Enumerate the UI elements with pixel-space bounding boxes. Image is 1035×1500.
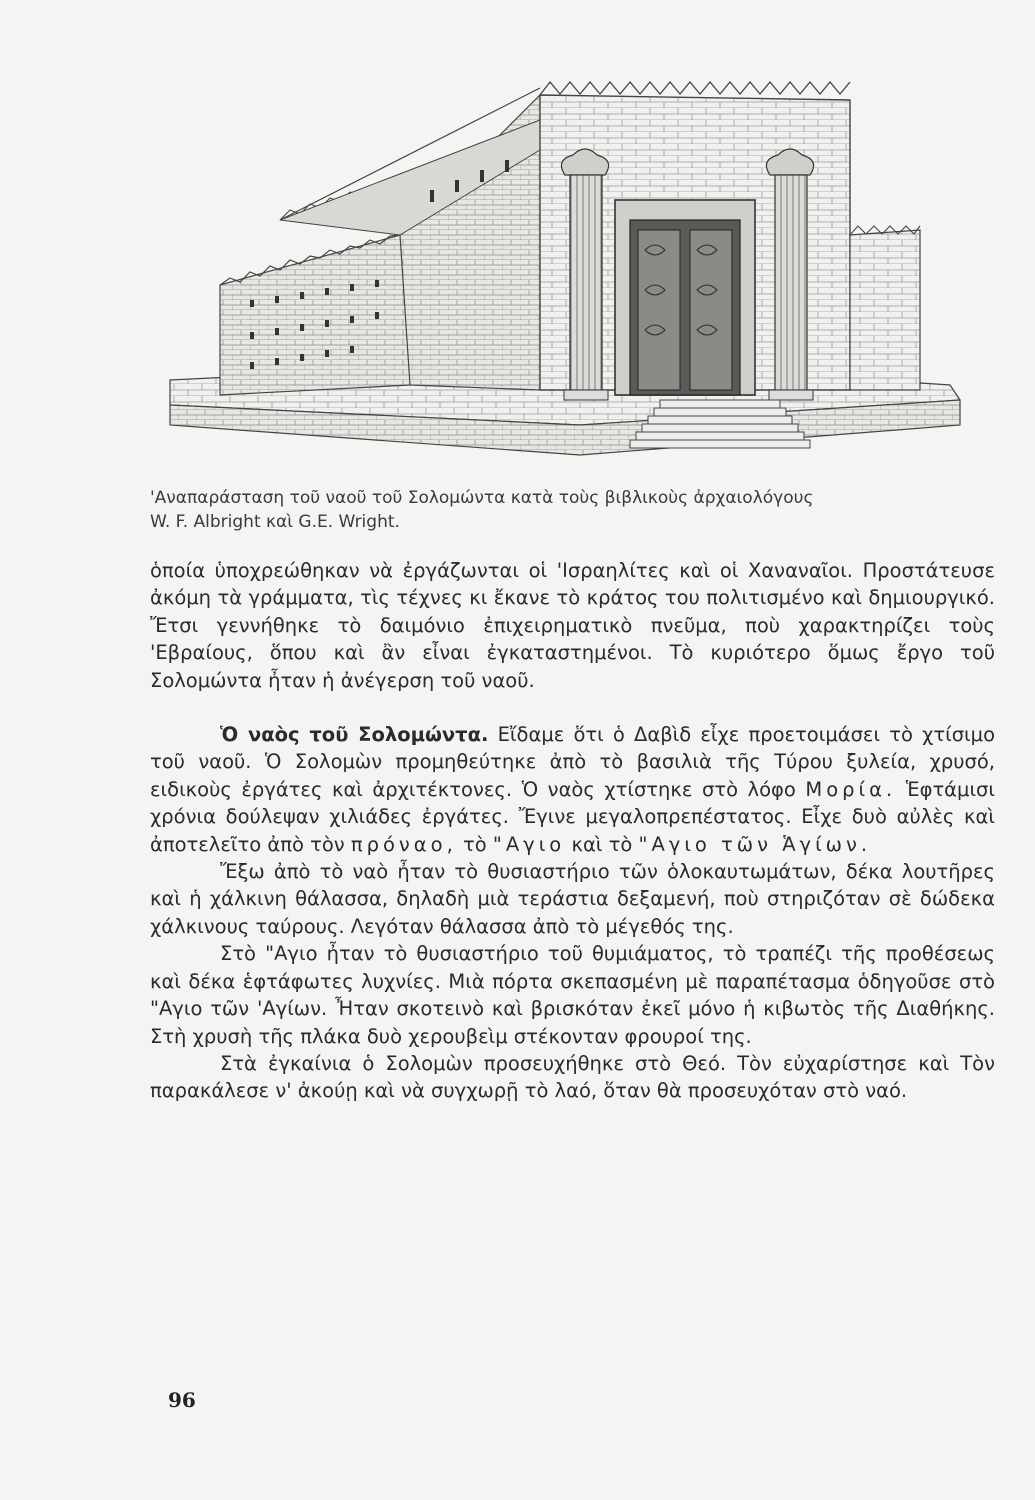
- spaced-word-pronaos: πρόναο,: [350, 832, 457, 856]
- side-chamber: [220, 235, 410, 395]
- paragraph-2: [150, 721, 995, 858]
- spaced-word-moria: Μορία.: [805, 777, 897, 801]
- caption-line-1: 'Αναπαράσταση τοῦ ναοῦ τοῦ Σολομώντα κατὰ τοὺς βιβλικοὺς ἀρχαιολόγους: [150, 488, 814, 508]
- temple-illustration: [160, 60, 990, 480]
- paragraph-2-text-4: καὶ τὸ: [565, 832, 639, 856]
- paragraph-2-text-3: τὸ: [456, 832, 493, 856]
- spaced-word-agio: "Αγιο: [492, 832, 566, 856]
- paragraph-2-text-2: Ἑφτάμισι χρόνια δούλεψαν χιλιάδες ἐργάτες. Ἔγινε μεγαλοπρεπέστατος. Εἶχε δυὸ αὐλὲς καὶ ἀποτελεῖτο ἀπὸ τὸν: [150, 777, 996, 856]
- paragraph-5: Στὰ ἐγκαίνια ὁ Σολομὼν προσευχήθηκε στὸ Θεό. Τὸν εὐχαρίστησε καὶ Τὸν παρακάλεσε ν' ἀκούῃ καὶ νὰ συγχωρῇ τὸ λαό, ὅταν θὰ προσευχόταν στὸ ναό.: [150, 1051, 995, 1103]
- body-text: [150, 557, 995, 1105]
- spaced-word-agio-ton-agion: "Αγιο τῶν Ἁγίων.: [638, 832, 872, 856]
- figure-caption: [150, 486, 990, 534]
- paragraph-3: Ἔξω ἀπὸ τὸ ναὸ ἦταν τὸ θυσιαστήριο τῶν ὁλοκαυτωμάτων, δέκα λουτῆρες καὶ ἡ χάλκινη θάλασσα, δηλαδὴ μιὰ τεράστια δεξαμενή, ποὺ στηριζόταν σὲ δώδεκα χάλκινους ταύρους. Λεγόταν θάλασσα ἀπὸ τὸ μέγεθός της.: [150, 860, 995, 938]
- paragraph-2-text-1: Εἴδαμε ὅτι ὁ Δαβὶδ εἶχε προετοιμάσει τὸ χτίσιμο τοῦ ναοῦ. Ὁ Σολομὼν προμηθεύτηκε ἀπὸ τὸ βασιλιὰ τῆς Τύρου ξυλεία, χρυσό, ειδικοὺς ἐργάτες καὶ ἀρχιτέκτονες. Ὁ ναὸς χτίστηκε στὸ λόφο: [150, 723, 995, 801]
- crenellation: [540, 82, 850, 95]
- temple-drawing: [160, 60, 990, 480]
- paragraph-4: Στὸ "Αγιο ἦταν τὸ θυσιαστήριο τοῦ θυμιάματος, τὸ τραπέζι τῆς προθέσεως καὶ δέκα ἑφτάφωτες λυχνίες. Μιὰ πόρτα σκεπασμένη μὲ παραπέτασμα ὁδηγοῦσε στὸ "Αγιο τῶν 'Αγίων. Ἦταν σκοτεινὸ καὶ βρισκόταν ἐκεῖ μόνο ἡ κιβωτὸς τῆς Διαθήκης. Στὴ χρυσὴ τῆς πλάκα δυὸ χερουβεὶμ στέκονταν φρουροί της.: [150, 942, 995, 1048]
- page-number: 96: [168, 1388, 196, 1412]
- paragraph-1: ὁποία ὑποχρεώθηκαν νὰ ἐργάζωνται οἱ 'Ισραηλίτες καὶ οἱ Χαναναῖοι. Προστάτευσε ἀκόμη τὰ γράμματα, τὶς τέχνες κι ἔκανε τὸ κράτος του πολιτισμένο καὶ δημιουργικό. Ἔτσι γεννήθηκε τὸ δαιμόνιο ἐπιχειρηματικὸ πνεῦμα, ποὺ χαρακτηρίζει τοὺς 'Εβραίους, ὅπου καὶ ἂν εἶναι ἐγκαταστημένοι. Τὸ κυριότερο ὅμως ἔργο τοῦ Σολομώντα ἦταν ἡ ἀνέγερση τοῦ ναοῦ.: [150, 559, 995, 692]
- section-heading: Ὁ ναὸς τοῦ Σολομώντα.: [220, 723, 489, 747]
- caption-line-2: W. F. Albright καὶ G.E. Wright.: [150, 512, 400, 532]
